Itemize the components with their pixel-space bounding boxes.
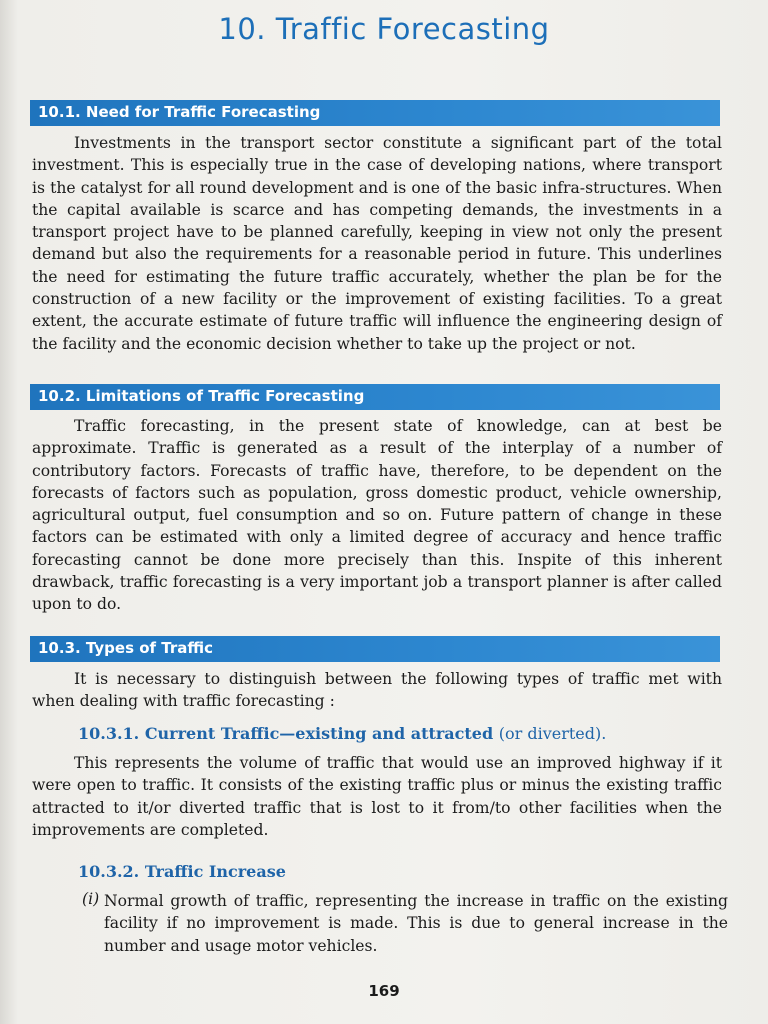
subsection-heading [78, 724, 606, 743]
list-item: Normal growth of traffic, representing the increase in traffic on the existing facility if no improvement is made. This is due to general increase in the number and usage motor vehicles. [104, 892, 728, 955]
subsection-heading: 10.3.2. Traffic Increase [78, 862, 286, 881]
list-item-marker: (i) [82, 890, 100, 908]
section-heading-bar [30, 636, 720, 662]
section-heading-bar [30, 100, 720, 126]
section-heading: 10.1. Need for Traffic Forecasting [38, 103, 321, 121]
section-heading: 10.2. Limitations of Traffic Forecasting [38, 387, 365, 405]
section-paragraph: Investments in the transport sector constitute a significant part of the total investment. This is especially true in the case of developing nations, where transport is the catalyst for all round development and is one of the basic infra-structures. When the capital available is scarce and has competing demands, the investments in a transport project have to be planned carefully, keeping in view not only the present demand but also the requirements for a reasonable period in future. This underlines the need for estimating the future traffic accurately, whether the plan be for the construction of a new facility or the improvement of existing facilities. To a great extent, the accurate estimate of future traffic will influence the engineering design of the facility and the economic decision whether to take up the project or not. [32, 134, 722, 353]
chapter-title: 10. Traffic Forecasting [218, 12, 550, 46]
section-heading-bar [30, 384, 720, 410]
page-number: 169 [368, 982, 400, 1000]
section-heading: 10.3. Types of Traffic [38, 639, 213, 657]
subsection-heading-text: 10.3.1. Current Traffic—existing and attracted [78, 724, 494, 743]
subsection-heading-note: (or diverted). [498, 724, 607, 743]
section-paragraph: It is necessary to distinguish between the following types of traffic met with when dealing with traffic forecasting : [32, 670, 722, 711]
section-paragraph: Traffic forecasting, in the present state of knowledge, can at best be approximate. Traffic is generated as a result of the interplay of a number of contributory factors. Forecasts of traffic have, therefore, to be dependent on the forecasts of factors such as population, gross domestic product, vehicle ownership, agricultural output, fuel consumption and so on. Future pattern of change in these factors can be estimated with only a limited degree of accuracy and hence traffic forecasting cannot be done more precisely than this. Inspite of this inherent drawback, traffic forecasting is a very important job a transport planner is after called upon to do. [32, 417, 722, 614]
subsection-paragraph: This represents the volume of traffic that would use an improved highway if it were open to traffic. It consists of the existing traffic plus or minus the existing traffic attracted to it/or diverted traffic that is lost to it from/to other facilities when the improvements are completed. [32, 754, 722, 839]
